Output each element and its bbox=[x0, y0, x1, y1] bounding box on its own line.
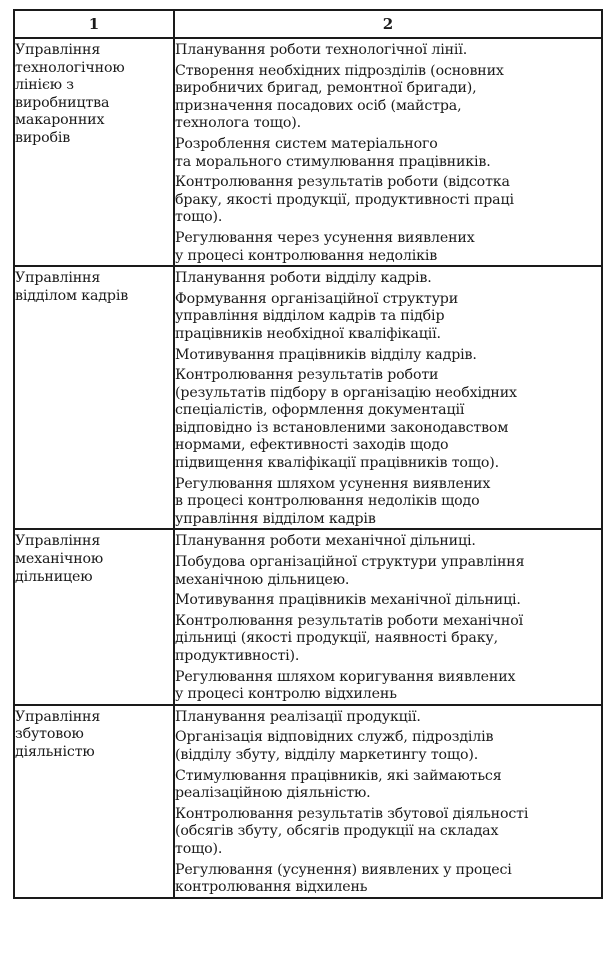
header-col-2: 2 bbox=[174, 10, 602, 38]
header-col-1: 1 bbox=[14, 10, 174, 38]
object-cell bbox=[14, 705, 174, 898]
object-label: Управління технологічною лінією з виробництва макаронних виробів bbox=[15, 42, 125, 146]
function-item: Розроблення систем матеріального та морального стимулювання працівників. bbox=[175, 135, 491, 170]
object-label: Управління збутовою діяльністю bbox=[15, 708, 101, 760]
function-item: Планування роботи відділу кадрів. bbox=[175, 270, 432, 287]
function-item: Стимулювання працівників, які займаються реалізаційною діяльністю. bbox=[175, 767, 502, 802]
function-item: Організація відповідних служб, підрозділів (відділу збуту, відділу маркетингу тощо). bbox=[175, 729, 494, 763]
table-row bbox=[14, 266, 602, 529]
function-item: Контролювання результатів збутової діяльності (обсягів збуту, обсягів продукції на складах тощо). bbox=[175, 805, 529, 857]
functions-cell bbox=[174, 705, 602, 898]
function-item: Планування роботи механічної дільниці. bbox=[175, 533, 476, 550]
function-item: Формування організаційної структури управління відділом кадрів та підбір працівників необхідної кваліфікації. bbox=[175, 290, 459, 342]
function-item: Побудова організаційної структури управління механічною дільницею. bbox=[175, 554, 525, 588]
function-item: Мотивування працівників відділу кадрів. bbox=[175, 346, 477, 363]
object-cell bbox=[14, 38, 174, 266]
function-item: Мотивування працівників механічної дільниці. bbox=[175, 592, 521, 609]
object-cell bbox=[14, 266, 174, 529]
function-item: Регулювання шляхом коригування виявлених у процесі контролю відхилень bbox=[175, 668, 516, 703]
function-item: Контролювання результатів роботи механічної дільниці (якості продукції, наявності браку, продуктивності). bbox=[175, 612, 523, 664]
function-item: Регулювання через усунення виявлених у процесі контролювання недоліків bbox=[175, 229, 475, 264]
function-item: Контролювання результатів роботи (відсотка браку, якості продукції, продуктивності праці тощо). bbox=[175, 174, 514, 226]
functions-cell bbox=[174, 529, 602, 704]
function-item: Планування роботи технологічної лінії. bbox=[175, 42, 468, 58]
management-functions-table bbox=[13, 9, 603, 899]
header-row bbox=[14, 10, 602, 38]
function-item: Планування реалізації продукції. bbox=[175, 708, 421, 725]
object-label: Управління механічною дільницею bbox=[15, 533, 104, 585]
table-row bbox=[14, 705, 602, 898]
function-item: Контролювання результатів роботи (результатів підбору в організацію необхідних спеціалістів, оформлення документації відповідно із встановленими законодавством нормами, ефективності заходів щодо підвищення кваліфікації працівників тощо). bbox=[175, 367, 517, 472]
function-item: Регулювання шляхом усунення виявлених в процесі контролювання недоліків щодо управління відділом кадрів bbox=[175, 475, 491, 527]
function-item: Створення необхідних підрозділів (основних виробничих бригад, ремонтної бригади), призначення посадових осіб (майстра, технолога тощо). bbox=[175, 62, 504, 132]
functions-cell bbox=[174, 38, 602, 266]
object-label: Управління відділом кадрів bbox=[15, 270, 129, 304]
table-row bbox=[14, 38, 602, 266]
function-item: Регулювання (усунення) виявлених у процесі контролювання відхилень bbox=[175, 861, 512, 896]
functions-cell bbox=[174, 266, 602, 529]
table-row bbox=[14, 529, 602, 704]
object-cell bbox=[14, 529, 174, 704]
